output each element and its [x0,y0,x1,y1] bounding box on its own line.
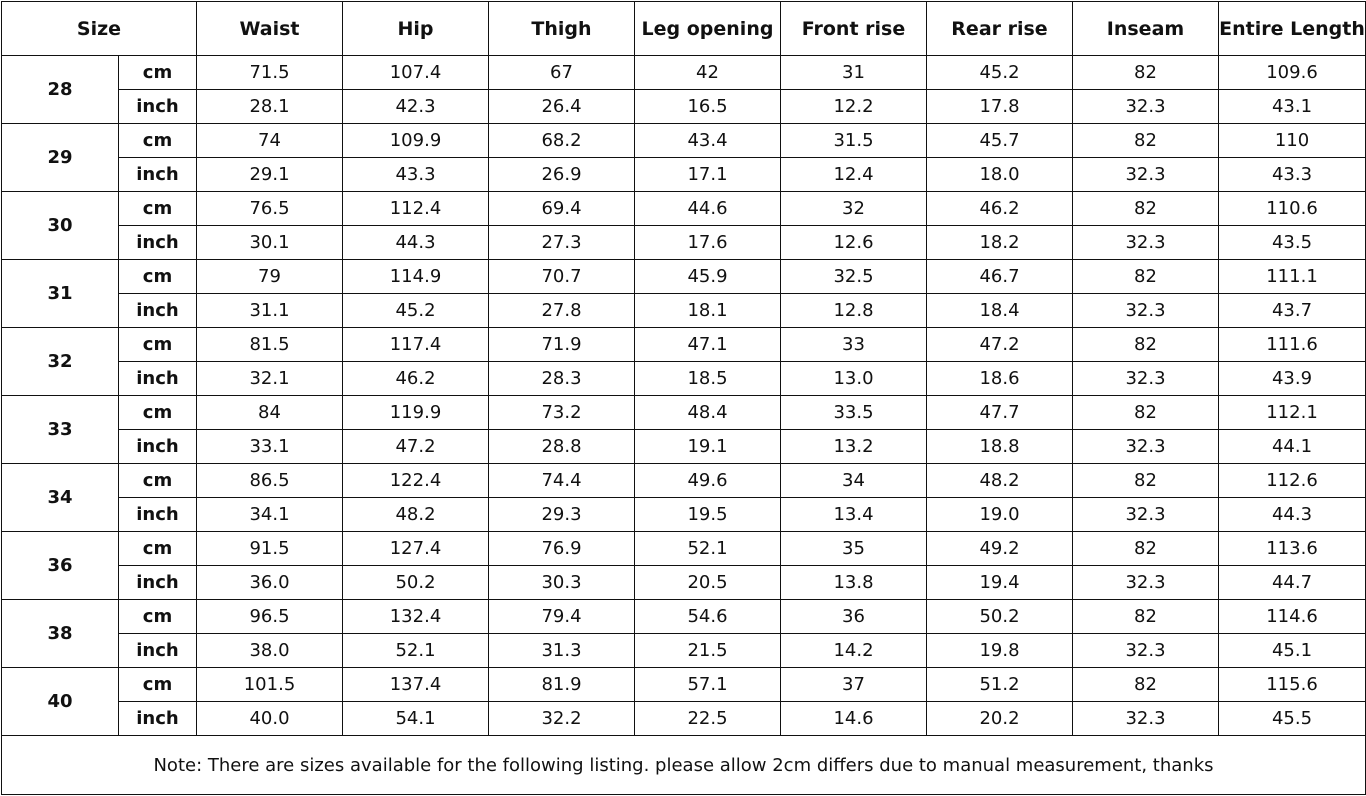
measurement-cell: 57.1 [635,668,781,702]
measurement-cell: 18.1 [635,294,781,328]
unit-label: cm [119,668,197,702]
table-row [2,702,1366,736]
measurement-cell: 69.4 [489,192,635,226]
measurement-cell: 12.8 [781,294,927,328]
measurement-cell: 119.9 [343,396,489,430]
header-entire-length: Entire Length [1219,2,1366,56]
measurement-cell: 113.6 [1219,532,1366,566]
measurement-cell: 137.4 [343,668,489,702]
measurement-cell: 37 [781,668,927,702]
measurement-cell: 107.4 [343,56,489,90]
measurement-cell: 82 [1073,532,1219,566]
measurement-cell: 29.1 [197,158,343,192]
measurement-cell: 71.9 [489,328,635,362]
measurement-cell: 44.7 [1219,566,1366,600]
table-row [2,90,1366,124]
unit-label: inch [119,294,197,328]
measurement-cell: 26.4 [489,90,635,124]
measurement-cell: 33.5 [781,396,927,430]
measurement-cell: 17.8 [927,90,1073,124]
unit-label: cm [119,532,197,566]
measurement-cell: 101.5 [197,668,343,702]
measurement-cell: 28.1 [197,90,343,124]
size-label: 40 [2,668,119,736]
unit-label: inch [119,566,197,600]
size-label: 34 [2,464,119,532]
measurement-cell: 32.1 [197,362,343,396]
measurement-cell: 74.4 [489,464,635,498]
table-row [2,532,1366,566]
measurement-cell: 81.9 [489,668,635,702]
measurement-cell: 48.4 [635,396,781,430]
measurement-cell: 73.2 [489,396,635,430]
measurement-cell: 32.3 [1073,430,1219,464]
measurement-cell: 18.2 [927,226,1073,260]
measurement-cell: 18.4 [927,294,1073,328]
measurement-cell: 47.2 [927,328,1073,362]
measurement-cell: 32.3 [1073,90,1219,124]
measurement-cell: 43.3 [343,158,489,192]
unit-label: cm [119,396,197,430]
measurement-cell: 76.9 [489,532,635,566]
table-row [2,668,1366,702]
measurement-cell: 68.2 [489,124,635,158]
measurement-cell: 21.5 [635,634,781,668]
measurement-cell: 43.4 [635,124,781,158]
measurement-cell: 18.5 [635,362,781,396]
measurement-cell: 43.7 [1219,294,1366,328]
table-row [2,498,1366,532]
measurement-cell: 32.3 [1073,158,1219,192]
measurement-cell: 111.6 [1219,328,1366,362]
header-rear-rise: Rear rise [927,2,1073,56]
size-label: 32 [2,328,119,396]
measurement-cell: 110 [1219,124,1366,158]
measurement-cell: 34.1 [197,498,343,532]
table-row [2,158,1366,192]
measurement-cell: 44.6 [635,192,781,226]
measurement-cell: 46.2 [343,362,489,396]
measurement-cell: 114.9 [343,260,489,294]
measurement-cell: 19.1 [635,430,781,464]
unit-label: cm [119,600,197,634]
measurement-cell: 19.8 [927,634,1073,668]
measurement-cell: 127.4 [343,532,489,566]
measurement-cell: 115.6 [1219,668,1366,702]
measurement-cell: 32.3 [1073,566,1219,600]
measurement-cell: 54.6 [635,600,781,634]
measurement-cell: 13.0 [781,362,927,396]
measurement-cell: 18.6 [927,362,1073,396]
unit-label: inch [119,634,197,668]
measurement-cell: 13.4 [781,498,927,532]
measurement-cell: 67 [489,56,635,90]
size-label: 31 [2,260,119,328]
header-front-rise: Front rise [781,2,927,56]
measurement-cell: 114.6 [1219,600,1366,634]
note-text: Note: There are sizes available for the following listing. please allow 2cm differs due to manual measurement, thanks [2,736,1366,795]
measurement-cell: 31.5 [781,124,927,158]
measurement-cell: 82 [1073,56,1219,90]
measurement-cell: 76.5 [197,192,343,226]
note-row [2,736,1366,795]
measurement-cell: 86.5 [197,464,343,498]
measurement-cell: 19.4 [927,566,1073,600]
measurement-cell: 45.9 [635,260,781,294]
measurement-cell: 46.7 [927,260,1073,294]
measurement-cell: 45.2 [927,56,1073,90]
measurement-cell: 18.0 [927,158,1073,192]
unit-label: cm [119,464,197,498]
measurement-cell: 20.2 [927,702,1073,736]
measurement-cell: 14.2 [781,634,927,668]
measurement-cell: 82 [1073,668,1219,702]
measurement-cell: 109.6 [1219,56,1366,90]
measurement-cell: 33.1 [197,430,343,464]
measurement-cell: 79 [197,260,343,294]
measurement-cell: 50.2 [343,566,489,600]
size-chart-table [1,1,1366,795]
table-row [2,430,1366,464]
measurement-cell: 26.9 [489,158,635,192]
measurement-cell: 40.0 [197,702,343,736]
measurement-cell: 13.8 [781,566,927,600]
measurement-cell: 32.5 [781,260,927,294]
measurement-cell: 54.1 [343,702,489,736]
measurement-cell: 110.6 [1219,192,1366,226]
measurement-cell: 33 [781,328,927,362]
measurement-cell: 35 [781,532,927,566]
measurement-cell: 112.1 [1219,396,1366,430]
measurement-cell: 82 [1073,328,1219,362]
measurement-cell: 44.3 [1219,498,1366,532]
measurement-cell: 32.3 [1073,498,1219,532]
measurement-cell: 19.5 [635,498,781,532]
measurement-cell: 19.0 [927,498,1073,532]
measurement-cell: 30.1 [197,226,343,260]
measurement-cell: 109.9 [343,124,489,158]
table-row [2,56,1366,90]
table-row [2,396,1366,430]
measurement-cell: 71.5 [197,56,343,90]
measurement-cell: 81.5 [197,328,343,362]
table-row [2,634,1366,668]
measurement-cell: 79.4 [489,600,635,634]
table-row [2,362,1366,396]
measurement-cell: 47.1 [635,328,781,362]
measurement-cell: 22.5 [635,702,781,736]
unit-label: inch [119,702,197,736]
table-row [2,600,1366,634]
measurement-cell: 74 [197,124,343,158]
measurement-cell: 91.5 [197,532,343,566]
measurement-cell: 82 [1073,192,1219,226]
measurement-cell: 45.1 [1219,634,1366,668]
measurement-cell: 12.4 [781,158,927,192]
measurement-cell: 82 [1073,260,1219,294]
size-label: 28 [2,56,119,124]
unit-label: inch [119,226,197,260]
table-row [2,226,1366,260]
measurement-cell: 44.1 [1219,430,1366,464]
measurement-cell: 52.1 [635,532,781,566]
measurement-cell: 17.1 [635,158,781,192]
measurement-cell: 27.3 [489,226,635,260]
header-thigh: Thigh [489,2,635,56]
measurement-cell: 96.5 [197,600,343,634]
measurement-cell: 32.3 [1073,362,1219,396]
measurement-cell: 13.2 [781,430,927,464]
measurement-cell: 12.2 [781,90,927,124]
measurement-cell: 49.2 [927,532,1073,566]
unit-label: cm [119,56,197,90]
header-inseam: Inseam [1073,2,1219,56]
measurement-cell: 36.0 [197,566,343,600]
measurement-cell: 29.3 [489,498,635,532]
measurement-cell: 70.7 [489,260,635,294]
measurement-cell: 31.1 [197,294,343,328]
measurement-cell: 42 [635,56,781,90]
measurement-cell: 31 [781,56,927,90]
unit-label: cm [119,124,197,158]
measurement-cell: 36 [781,600,927,634]
size-label: 29 [2,124,119,192]
unit-label: inch [119,158,197,192]
measurement-cell: 132.4 [343,600,489,634]
measurement-cell: 14.6 [781,702,927,736]
measurement-cell: 45.7 [927,124,1073,158]
size-label: 36 [2,532,119,600]
unit-label: inch [119,90,197,124]
measurement-cell: 32.3 [1073,634,1219,668]
header-size: Size [2,2,197,56]
measurement-cell: 48.2 [343,498,489,532]
size-label: 30 [2,192,119,260]
measurement-cell: 16.5 [635,90,781,124]
measurement-cell: 82 [1073,464,1219,498]
unit-label: inch [119,430,197,464]
measurement-cell: 46.2 [927,192,1073,226]
table-row [2,260,1366,294]
measurement-cell: 32.2 [489,702,635,736]
header-leg-opening: Leg opening [635,2,781,56]
measurement-cell: 117.4 [343,328,489,362]
header-row [2,2,1366,56]
measurement-cell: 48.2 [927,464,1073,498]
measurement-cell: 18.8 [927,430,1073,464]
measurement-cell: 50.2 [927,600,1073,634]
unit-label: inch [119,498,197,532]
measurement-cell: 28.3 [489,362,635,396]
measurement-cell: 32.3 [1073,226,1219,260]
measurement-cell: 32.3 [1073,294,1219,328]
measurement-cell: 42.3 [343,90,489,124]
size-label: 33 [2,396,119,464]
measurement-cell: 43.3 [1219,158,1366,192]
table-row [2,124,1366,158]
measurement-cell: 12.6 [781,226,927,260]
measurement-cell: 82 [1073,396,1219,430]
measurement-cell: 111.1 [1219,260,1366,294]
measurement-cell: 82 [1073,124,1219,158]
measurement-cell: 28.8 [489,430,635,464]
measurement-cell: 84 [197,396,343,430]
measurement-cell: 43.1 [1219,90,1366,124]
measurement-cell: 44.3 [343,226,489,260]
measurement-cell: 38.0 [197,634,343,668]
header-hip: Hip [343,2,489,56]
measurement-cell: 122.4 [343,464,489,498]
measurement-cell: 17.6 [635,226,781,260]
unit-label: cm [119,192,197,226]
measurement-cell: 51.2 [927,668,1073,702]
measurement-cell: 45.5 [1219,702,1366,736]
measurement-cell: 32 [781,192,927,226]
unit-label: cm [119,260,197,294]
measurement-cell: 43.5 [1219,226,1366,260]
measurement-cell: 34 [781,464,927,498]
table-row [2,464,1366,498]
table-row [2,294,1366,328]
header-waist: Waist [197,2,343,56]
measurement-cell: 112.6 [1219,464,1366,498]
unit-label: cm [119,328,197,362]
measurement-cell: 30.3 [489,566,635,600]
unit-label: inch [119,362,197,396]
measurement-cell: 32.3 [1073,702,1219,736]
table-row [2,328,1366,362]
measurement-cell: 27.8 [489,294,635,328]
measurement-cell: 45.2 [343,294,489,328]
measurement-cell: 47.7 [927,396,1073,430]
measurement-cell: 52.1 [343,634,489,668]
measurement-cell: 31.3 [489,634,635,668]
measurement-cell: 20.5 [635,566,781,600]
measurement-cell: 112.4 [343,192,489,226]
table-row [2,566,1366,600]
measurement-cell: 43.9 [1219,362,1366,396]
size-label: 38 [2,600,119,668]
measurement-cell: 49.6 [635,464,781,498]
measurement-cell: 47.2 [343,430,489,464]
table-row [2,192,1366,226]
measurement-cell: 82 [1073,600,1219,634]
